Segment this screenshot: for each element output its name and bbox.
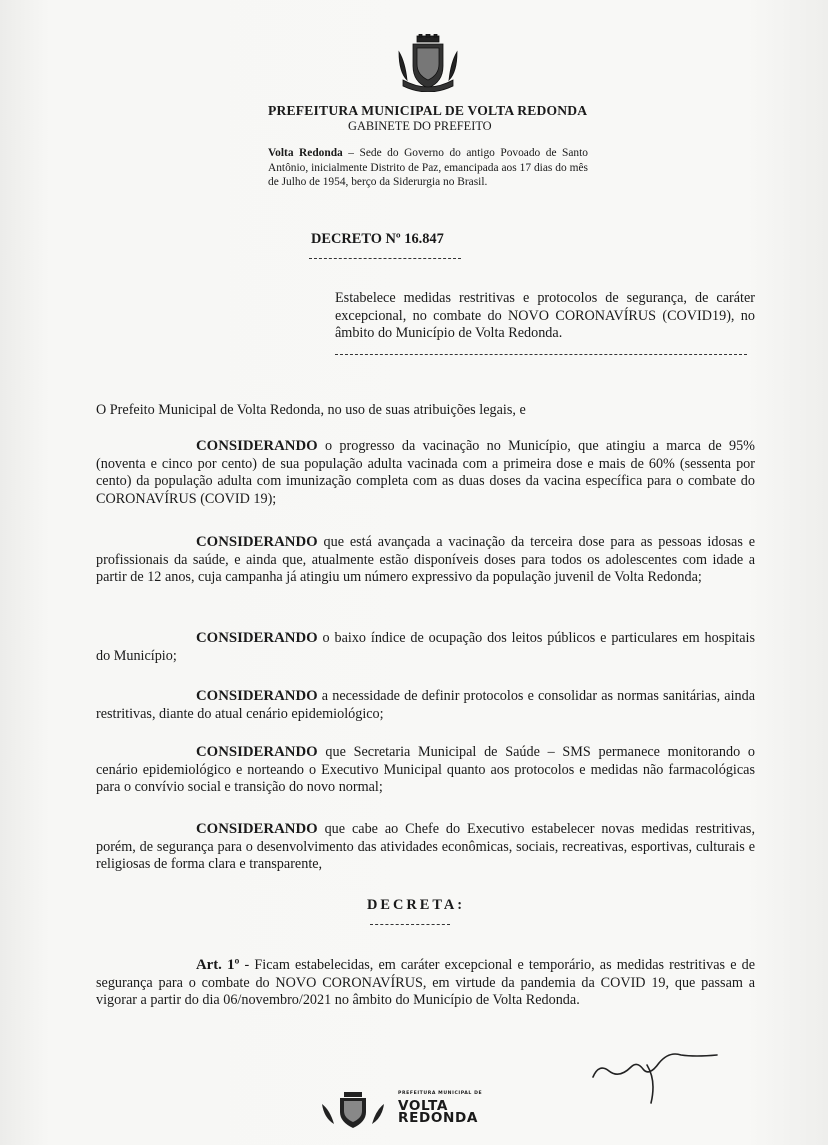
considerando-label: CONSIDERANDO bbox=[196, 438, 318, 454]
considerando-paragraph-6: CONSIDERANDO que cabe ao Chefe do Executivo estabelecer novas medidas restritivas, porém, de segurança para o desenvolvimento das atividades econômicas, sociais, recreativas, esportivas, culturais e religiosas de forma clara e transparente, bbox=[96, 821, 755, 872]
considerando-label: CONSIDERANDO bbox=[196, 821, 318, 837]
article-1-label: Art. 1º bbox=[196, 957, 240, 973]
footer-redonda: REDONDA bbox=[398, 1110, 478, 1126]
considerando-label: CONSIDERANDO bbox=[196, 630, 318, 646]
city-logo-icon bbox=[320, 1090, 386, 1130]
considerando-label: CONSIDERANDO bbox=[196, 534, 318, 550]
decree-title: DECRETO Nº 16.847 bbox=[311, 231, 444, 247]
considerando-paragraph-1: CONSIDERANDO o progresso da vacinação no Município, que atingiu a marca de 95% (noventa e cinco por cento) de sua população adulta vacinada com a primeira dose e mais de 60% (sessenta por cento) da população adulta com imunização completa com as duas doses da vacina específica para o combate do CORONAVÍRUS (COVID 19); bbox=[96, 438, 755, 507]
considerando-paragraph-3: CONSIDERANDO o baixo índice de ocupação dos leitos públicos e particulares em hospitais do Município; bbox=[96, 630, 755, 664]
article-1-paragraph: Art. 1º - Ficam estabelecidas, em caráter excepcional e temporário, as medidas restritivas e de segurança para o combate do NOVO CORONAVÍRUS, em virtude da pandemia da COVID 19, que passam a vigorar a partir do dia 06/novembro/2021 no âmbito do Município de Volta Redonda. bbox=[96, 957, 755, 1008]
intro-paragraph: O Prefeito Municipal de Volta Redonda, no uso de suas atribuições legais, e bbox=[96, 402, 526, 418]
coat-of-arms-icon bbox=[395, 34, 461, 92]
considerando-paragraph-4: CONSIDERANDO a necessidade de definir protocolos e consolidar as normas sanitárias, ainda restritivas, diante do atual cenário epidemiológico; bbox=[96, 688, 755, 722]
signature-icon bbox=[585, 1043, 735, 1105]
footer-volta: VOLTA bbox=[398, 1098, 448, 1114]
institution-name: PREFEITURA MUNICIPAL DE VOLTA REDONDA bbox=[268, 103, 588, 118]
city-description-text: – Sede do Governo do antigo Povoado de Santo Antônio, inicialmente Distrito de Paz, emancipada aos 17 dias do mês de Julho de 1954, berço da Siderurgia no Brasil. bbox=[268, 147, 588, 188]
considerando-paragraph-2: CONSIDERANDO que está avançada a vacinação da terceira dose para as pessoas idosas e profissionais da saúde, e ainda que, atualmente estão disponíveis doses para todos os adolescentes com idade a partir de 12 anos, cuja campanha já atingiu um número expressivo da população juvenil de Volta Redonda; bbox=[96, 534, 755, 585]
footer-small-text: PREFEITURA MUNICIPAL DE bbox=[398, 1091, 483, 1096]
decreta-underline bbox=[370, 924, 450, 925]
decree-summary: Estabelece medidas restritivas e protocolos de segurança, de caráter excepcional, no combate do NOVO CORONAVÍRUS (COVID19), no âmbito do Município de Volta Redonda. bbox=[335, 290, 755, 341]
decree-title-underline bbox=[309, 258, 461, 259]
summary-underline bbox=[335, 354, 747, 355]
decreta-heading: DECRETA: bbox=[367, 897, 466, 913]
city-description bbox=[268, 146, 588, 190]
footer-wordmark bbox=[398, 1091, 482, 1124]
city-name: Volta Redonda bbox=[268, 147, 343, 159]
office-name: GABINETE DO PREFEITO bbox=[348, 119, 492, 133]
considerando-paragraph-5: CONSIDERANDO que Secretaria Municipal de Saúde – SMS permanece monitorando o cenário epidemiológico e norteando o Executivo Municipal quanto aos protocolos e medidas não farmacológicas para o convívio social e transição do novo normal; bbox=[96, 744, 755, 795]
considerando-label: CONSIDERANDO bbox=[196, 744, 318, 760]
considerando-label: CONSIDERANDO bbox=[196, 688, 318, 704]
